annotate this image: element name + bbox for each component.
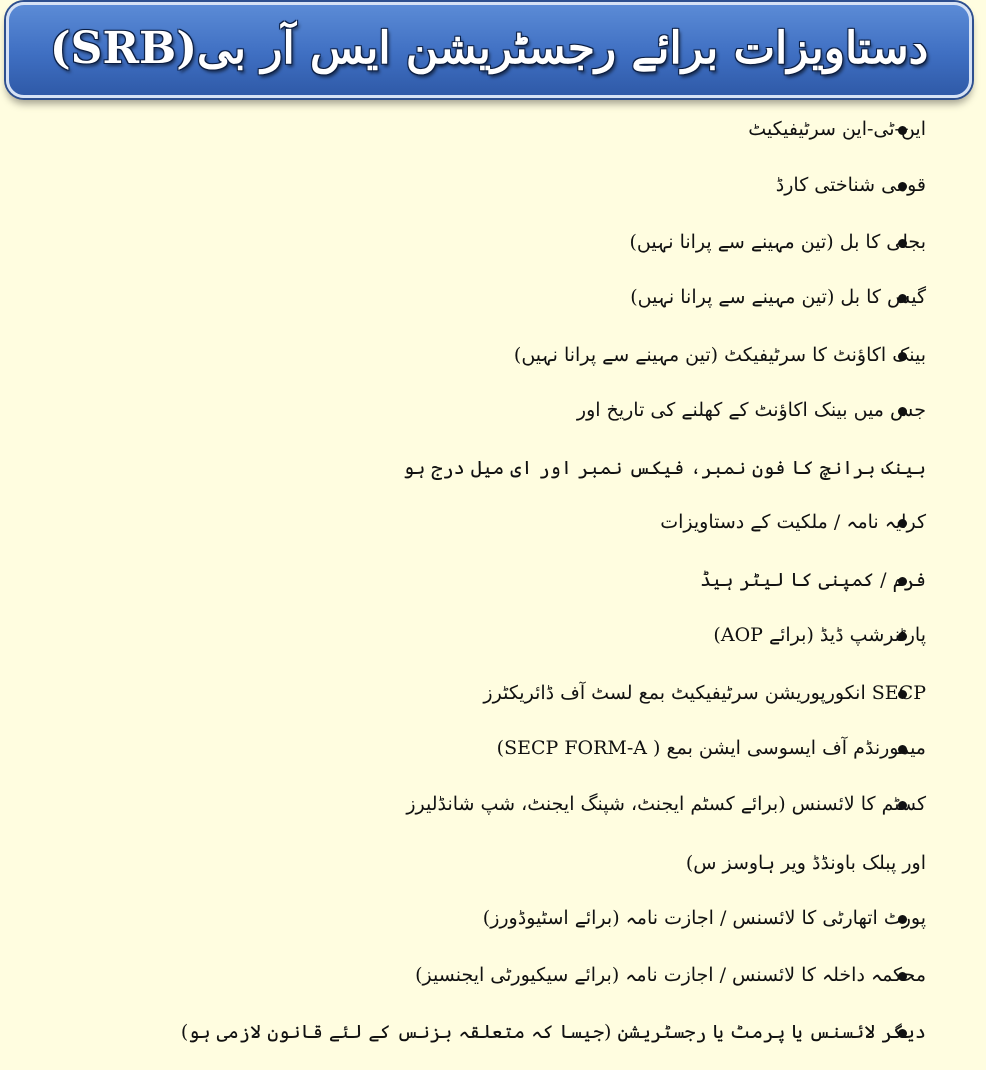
list-item: بینک اکاؤنٹ کا سرٹیفیکٹ (تین مہینے سے پرانا نہیں) [513, 344, 926, 366]
list-item: دیگر لائسنس یا پرمٹ یا رجسٹریشن (جیسا کہ متعلقہ بزنس کے لئے قانون لازمی ہو) [180, 1021, 926, 1043]
list-item: SECP انکورپوریشن سرٹیفیکیٹ بمع لسٹ آف ڈائریکٹرز [483, 682, 926, 704]
list-item: کسٹم کا لائسنس (برائے کسٹم ایجنٹ، شپنگ ایجنٹ، شپ شانڈلیرز [406, 793, 926, 815]
list-item: بجلی کا بل (تین مہینے سے پرانا نہیں) [629, 231, 926, 253]
list-item: پورٹ اتھارٹی کا لائسنس / اجازت نامہ (برائے اسٹیوڈورز) [482, 907, 926, 929]
list-item: محکمہ داخلہ کا لائسنس / اجازت نامہ (برائے سیکیورٹی ایجنسیز) [415, 964, 926, 986]
list-item: کرایہ نامہ / ملکیت کے دستاویزات [660, 511, 926, 533]
list-item: این-ٹی-این سرٹیفیکیٹ [748, 118, 926, 140]
list-item-continuation: بینک برانچ کا فون نمبر، فیکس نمبر اور ای میل درج ہو [403, 457, 926, 479]
list-item: پارٹنرشپ ڈیڈ (برائے AOP) [713, 624, 926, 646]
page-title: دستاویزات برائے رجسٹریشن ایس آر بی(SRB) [49, 23, 929, 74]
list-item: میمورنڈم آف ایسوسی ایشن بمع ( SECP FORM-A) [496, 737, 926, 759]
list-item: قومی شناختی کارڈ [775, 174, 926, 196]
list-item: جس میں بینک اکاؤنٹ کے کھلنے کی تاریخ اور [576, 399, 926, 421]
list-item: گیس کا بل (تین مہینے سے پرانا نہیں) [630, 286, 926, 308]
list-item-continuation: اور پبلک باونڈڈ ویر ہاوسز س) [685, 852, 926, 874]
list-item: فرم / کمپنی کا لیٹر ہیڈ [700, 569, 926, 591]
